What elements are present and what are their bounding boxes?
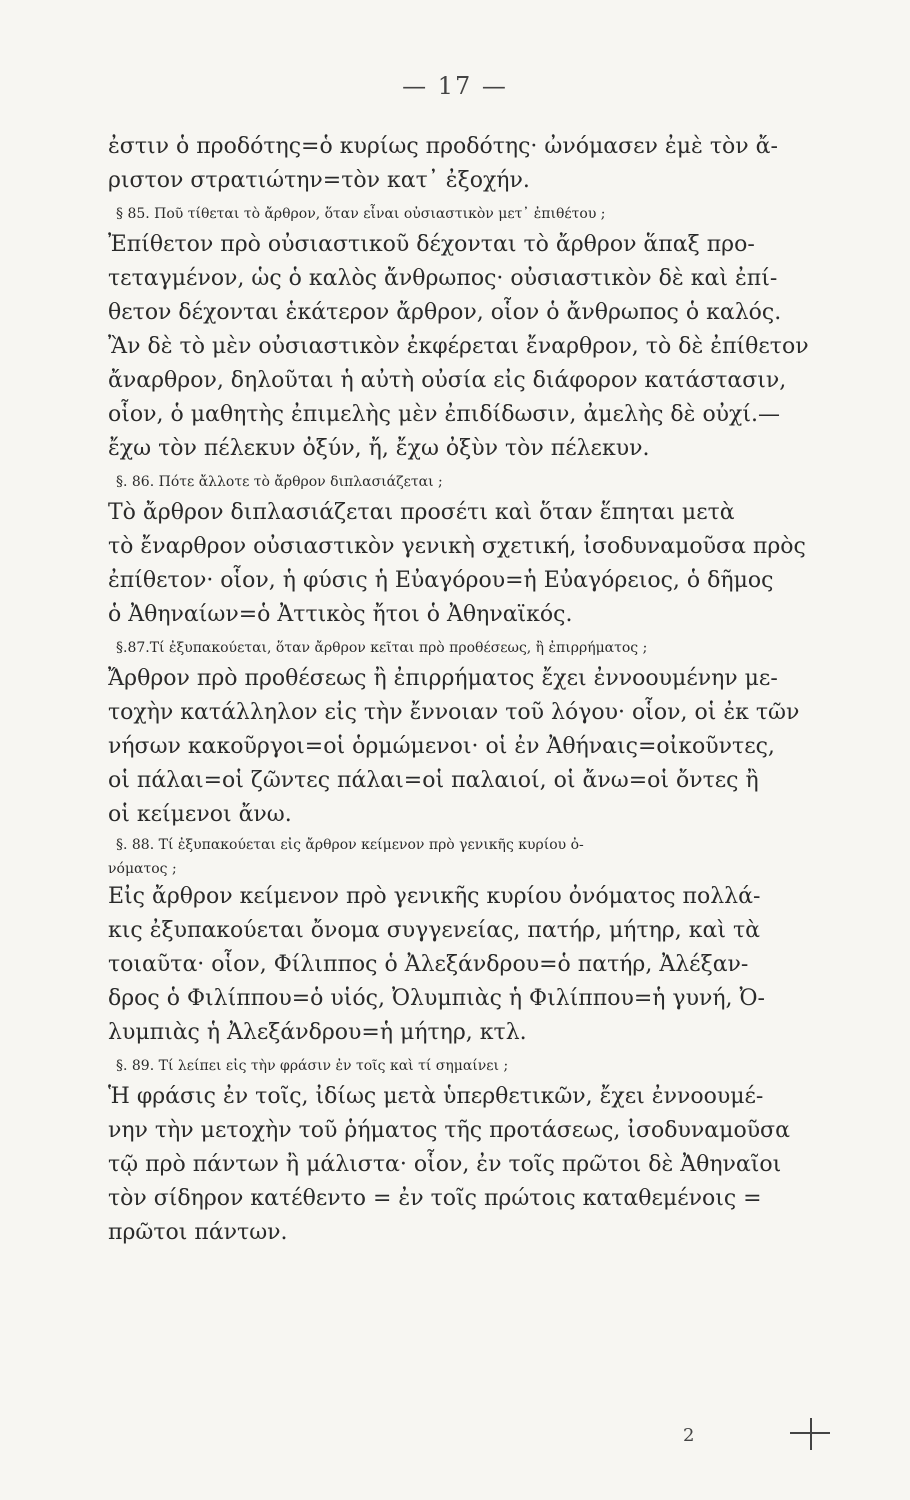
question-88: §. 88. Τί ἐξυπακούεται εἰς ἄρθρον κείμενον πρὸ γενικῆς κυρίου ὀ-	[116, 837, 584, 853]
text-line: τεταγμένον, ὡς ὁ καλὸς ἄνθρωπος· οὐσιαστικὸν δὲ καὶ ἐπί-	[108, 266, 778, 291]
question-86: §. 86. Πότε ἄλλοτε τὸ ἄρθρον διπλασιάζεται ;	[116, 474, 443, 490]
text-line: οἱ πάλαι=οἱ ζῶντες πάλαι=οἱ παλαιοί, οἱ ἄνω=οἱ ὄντες ἢ	[108, 768, 759, 793]
text-line: τῷ πρὸ πάντων ἢ μάλιστα· οἷον, ἐν τοῖς πρῶτοι δὲ Ἀθηναῖοι	[108, 1152, 782, 1177]
text-line: οἷον, ὁ μαθητὴς ἐπιμελὴς μὲν ἐπιδίδωσιν, ἀμελὴς δὲ οὐχί.—	[108, 402, 781, 427]
text-line: Ἄρθρον πρὸ προθέσεως ἢ ἐπιρρήματος ἔχει ἐννοουμένην με-	[108, 666, 778, 691]
question-87: §.87.Τί ἐξυπακούεται, ὅταν ἄρθρον κεῖται πρὸ προθέσεως, ἢ ἐπιρρήματος ;	[116, 640, 648, 656]
text-line: οἱ κείμενοι ἄνω.	[108, 802, 292, 827]
text-line: Εἰς ἄρθρον κείμενον πρὸ γενικῆς κυρίου ὀνόματος πολλά-	[108, 884, 761, 909]
text-line: ριστον στρατιώτην=τὸν κατ᾽ ἐξοχήν.	[108, 168, 530, 193]
text-line: λυμπιὰς ἡ Ἀλεξάνδρου=ἡ μήτηρ, κτλ.	[108, 1020, 527, 1045]
text-line: Τὸ ἄρθρον διπλασιάζεται προσέτι καὶ ὅταν ἕπηται μετὰ	[108, 500, 735, 525]
text-line: ἐστιν ὁ προδότης=ὁ κυρίως προδότης· ὠνόμασεν ἐμὲ τὸν ἄ-	[108, 134, 778, 159]
text-line: τοιαῦτα· οἷον, Φίλιππος ὁ Ἀλεξάνδρου=ὁ πατήρ, Ἀλέξαν-	[108, 952, 749, 977]
signature-mark: 2	[683, 1425, 695, 1446]
question-85: § 85. Ποῦ τίθεται τὸ ἄρθρον, ὅταν εἶναι οὐσιαστικὸν μετ᾽ ἐπιθέτου ;	[116, 206, 606, 222]
text-line: πρῶτοι πάντων.	[108, 1220, 288, 1245]
text-line: ἔχω τὸν πέλεκυν ὀξύν, ἤ, ἔχω ὀξὺν τὸν πέλεκυν.	[108, 436, 650, 461]
text-line: τὸ ἔναρθρον οὐσιαστικὸν γενικὴ σχετική, ἰσοδυναμοῦσα πρὸς	[108, 534, 806, 559]
text-line: ὁ Ἀθηναίων=ὁ Ἀττικὸς ἤτοι ὁ Ἀθηναϊκός.	[108, 602, 573, 627]
question-88-cont: νόματος ;	[108, 861, 177, 877]
page-body	[108, 130, 818, 1250]
page-number-header: — 17 —	[402, 72, 508, 100]
text-line: ἄναρθρον, δηλοῦται ἡ αὐτὴ οὐσία εἰς διάφορον κατάστασιν,	[108, 368, 787, 393]
text-line: τοχὴν κατάλληλον εἰς τὴν ἔννοιαν τοῦ λόγου· οἷον, οἱ ἐκ τῶν	[108, 700, 800, 725]
text-line: νην τὴν μετοχὴν τοῦ ῥήματος τῆς προτάσεως, ἰσοδυναμοῦσα	[108, 1118, 790, 1143]
crop-mark-icon	[790, 1418, 830, 1450]
text-line: τὸν σίδηρον κατέθεντο = ἐν τοῖς πρώτοις καταθεμένοις =	[108, 1186, 762, 1211]
text-line: θετον δέχονται ἑκάτερον ἄρθρον, οἷον ὁ ἄνθρωπος ὁ καλός.	[108, 300, 782, 325]
text-line: κις ἐξυπακούεται ὄνομα συγγενείας, πατήρ, μήτηρ, καὶ τὰ	[108, 918, 760, 943]
text-line: Ἂν δὲ τὸ μὲν οὐσιαστικὸν ἐκφέρεται ἔναρθρον, τὸ δὲ ἐπίθετον	[108, 334, 809, 359]
text-line: δρος ὁ Φιλίππου=ὁ υἱός, Ὀλυμπιὰς ἡ Φιλίππου=ἡ γυνή, Ὀ-	[108, 986, 765, 1011]
text-line: Ἡ φράσις ἐν τοῖς, ἰδίως μετὰ ὑπερθετικῶν, ἔχει ἐννοουμέ-	[108, 1084, 764, 1109]
question-89: §. 89. Τί λείπει εἰς τὴν φράσιν ἐν τοῖς καὶ τί σημαίνει ;	[116, 1058, 509, 1074]
text-line: νήσων κακοῦργοι=οἱ ὁρμώμενοι· οἱ ἐν Ἀθήναις=οἰκοῦντες,	[108, 734, 775, 759]
text-line: Ἐπίθετον πρὸ οὐσιαστικοῦ δέχονται τὸ ἄρθρον ἅπαξ προ-	[108, 232, 755, 257]
text-line: ἐπίθετον· οἷον, ἡ φύσις ἡ Εὐαγόρου=ἡ Εὐαγόρειος, ὁ δῆμος	[108, 568, 774, 593]
